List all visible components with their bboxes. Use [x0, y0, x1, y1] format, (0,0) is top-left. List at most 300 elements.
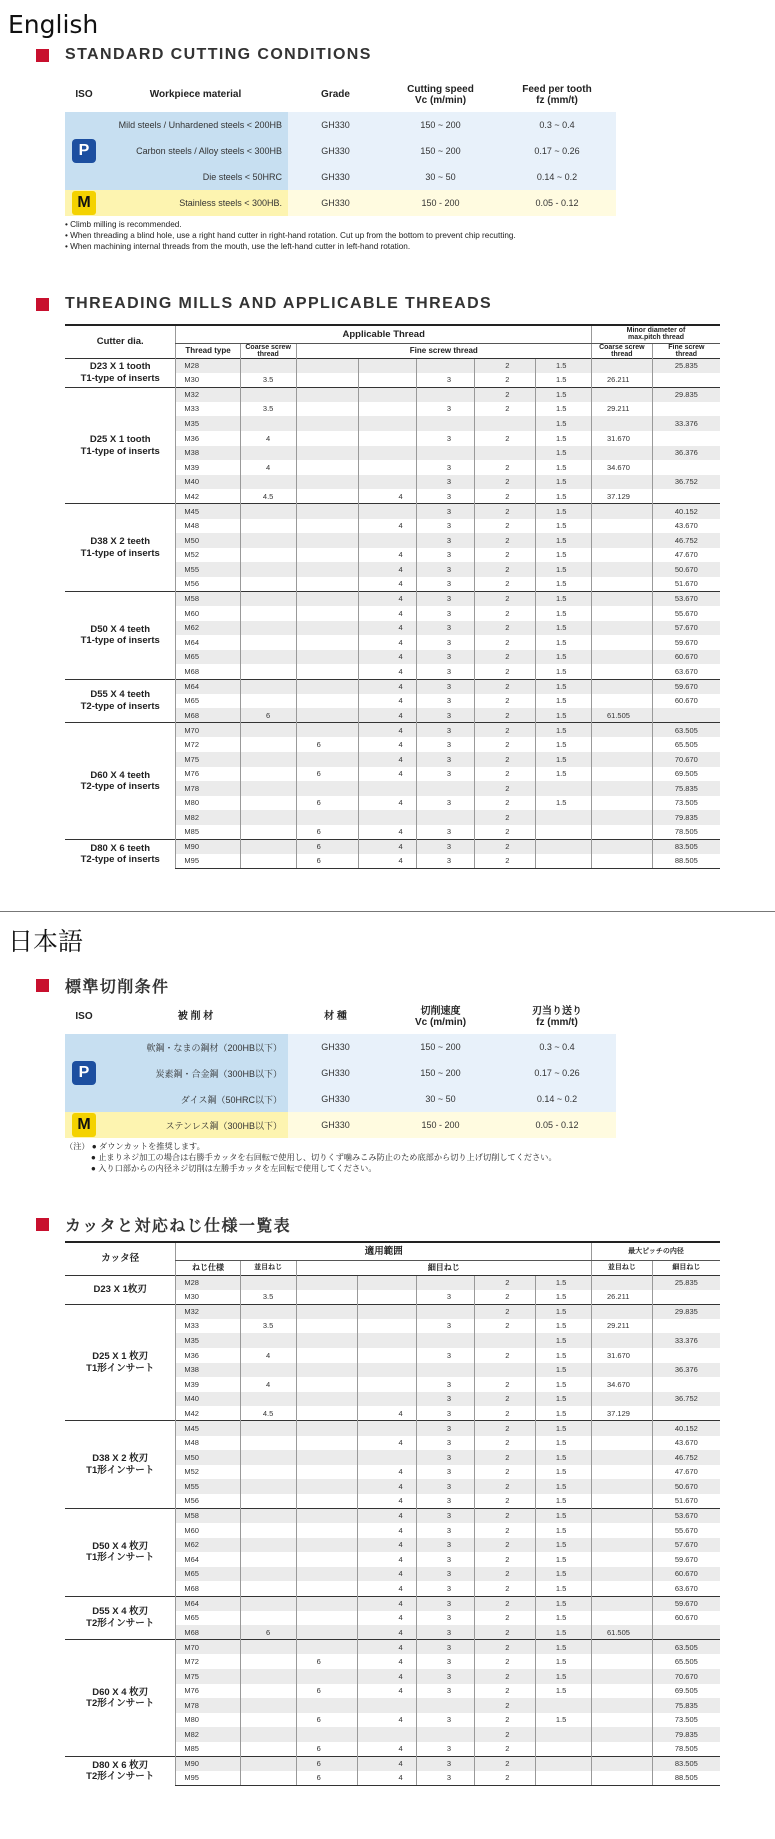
cell-f2: 2 — [475, 781, 536, 796]
cell-f2: 2 — [475, 387, 536, 402]
cc-material: Die steels < 50HRC — [103, 164, 288, 190]
cell-f3: 3 — [416, 1479, 474, 1494]
cell-coarse — [240, 1727, 296, 1742]
cell-f4: 4 — [358, 519, 416, 534]
cell-f3: 3 — [416, 737, 474, 752]
cell-mf: 79.835 — [652, 810, 720, 825]
cell-f15 — [535, 1727, 591, 1742]
japanese-language-label: 日本語 — [8, 927, 84, 956]
cell-f15: 1.5 — [535, 1333, 591, 1348]
cell-f2: 2 — [475, 431, 536, 446]
cell-f2: 2 — [475, 1494, 536, 1509]
cell-thread: M65 — [176, 1611, 240, 1626]
cell-f3: 3 — [416, 752, 474, 767]
cell-f3 — [416, 781, 474, 796]
cell-f2: 2 — [475, 533, 536, 548]
thread-row — [65, 723, 720, 738]
cell-f15: 1.5 — [535, 1494, 591, 1509]
section-bullet-icon — [36, 298, 49, 311]
cell-mc: 29.211 — [591, 402, 652, 417]
cell-f6 — [296, 475, 358, 490]
note-line: • When machining internal threads from the mouth, use the left-hand cutter in left-hand rotation. — [65, 242, 411, 251]
cell-mf — [652, 1348, 720, 1363]
cutter-cell — [65, 723, 176, 840]
cell-f3 — [416, 810, 474, 825]
cell-mc: 31.670 — [591, 431, 652, 446]
cell-f15: 1.5 — [535, 1611, 591, 1626]
tt-header-fine: 細目ねじ — [296, 1260, 591, 1275]
tt-header-row-1 — [65, 1242, 720, 1260]
cc-header-feed-l2: fz (mm/t) — [536, 1017, 578, 1028]
cc-header-iso — [65, 1000, 103, 1034]
cutter-cell — [65, 1509, 176, 1597]
thread-row — [65, 840, 720, 855]
cell-mf: 29.835 — [652, 1304, 720, 1319]
cc-row — [65, 1034, 616, 1060]
cell-mc — [592, 1333, 653, 1348]
cell-f6 — [296, 387, 358, 402]
cell-coarse — [240, 1450, 296, 1465]
cell-f2: 2 — [475, 504, 536, 519]
cell-mc: 37.129 — [592, 1406, 653, 1421]
cell-mc — [592, 1596, 653, 1611]
cell-f3: 3 — [416, 373, 474, 388]
cell-coarse — [240, 1713, 296, 1728]
cell-thread: M65 — [176, 650, 240, 665]
section-bullet-icon — [36, 49, 49, 62]
cell-f3: 3 — [416, 1392, 474, 1407]
cell-f15: 1.5 — [535, 402, 591, 417]
thread-table-en — [65, 324, 720, 869]
cc-material: ダイス鋼（50HRC以下） — [103, 1086, 288, 1112]
cc-material: 軟鋼・なまの鋼材（200HB以下） — [103, 1034, 288, 1060]
cell-mf: 59.670 — [652, 1552, 720, 1567]
tt-header-minor — [592, 1242, 721, 1260]
cell-f2: 2 — [475, 562, 536, 577]
cell-f3: 3 — [416, 767, 474, 782]
cell-f15: 1.5 — [535, 519, 591, 534]
cell-f15: 1.5 — [535, 1304, 591, 1319]
cc-grade: GH330 — [288, 138, 383, 164]
cell-coarse — [240, 1275, 296, 1290]
cell-mf: 75.835 — [652, 1698, 720, 1713]
cc-grade: GH330 — [288, 1060, 383, 1086]
cell-coarse — [240, 635, 296, 650]
tt-header — [65, 325, 720, 358]
cell-mc — [592, 1465, 653, 1480]
cc-material: Stainless steels < 300HB. — [103, 190, 288, 216]
cell-f3: 3 — [416, 664, 474, 679]
cell-f3: 3 — [416, 562, 474, 577]
cell-mc — [591, 635, 652, 650]
cc-row — [65, 138, 616, 164]
cell-f2: 2 — [475, 519, 536, 534]
cell-coarse — [240, 1479, 296, 1494]
cell-mc — [592, 1552, 653, 1567]
cell-mf: 36.752 — [652, 1392, 720, 1407]
cell-mc — [591, 621, 652, 636]
cell-f2: 2 — [475, 592, 536, 607]
cell-f4 — [358, 402, 416, 417]
cell-thread: M80 — [176, 796, 240, 811]
cell-f15: 1.5 — [535, 679, 591, 694]
cell-f15: 1.5 — [535, 562, 591, 577]
cc-header-material-text: Workpiece material — [149, 89, 242, 101]
thread-row — [65, 1275, 720, 1290]
cutter-cell — [65, 840, 176, 869]
cell-mc: 61.505 — [591, 708, 652, 723]
note-line: • When threading a blind hole, use a right hand cutter in right-hand rotation. Cut up from the bottom to prevent chip recutting. — [65, 231, 516, 240]
cell-f15: 1.5 — [535, 1713, 591, 1728]
cell-mc — [592, 1640, 653, 1655]
cc-row — [65, 164, 616, 190]
cell-thread: M30 — [176, 1290, 240, 1305]
tt-header-minor-fine-l1: 細目ねじ — [672, 1264, 701, 1271]
cell-f6 — [296, 1698, 358, 1713]
section-standard-cutting-conditions-ja — [36, 974, 169, 997]
cell-f3: 3 — [416, 694, 474, 709]
cell-f3: 3 — [416, 708, 474, 723]
cell-coarse — [240, 1494, 296, 1509]
cell-coarse — [240, 796, 296, 811]
cell-mc — [592, 1581, 653, 1596]
cell-f6 — [296, 504, 358, 519]
cc-feed: 0.05 - 0.12 — [498, 1112, 616, 1138]
cell-f4 — [358, 446, 416, 461]
cc-header-speed-l1: 切削速度 — [420, 1005, 461, 1017]
cell-f15: 1.5 — [535, 606, 591, 621]
cell-f15: 1.5 — [535, 1640, 591, 1655]
cell-mf — [652, 1319, 720, 1334]
cell-f6: 6 — [296, 825, 358, 840]
cell-f6 — [296, 1669, 358, 1684]
tt-header-coarse-l1: 並目ねじ — [254, 1264, 283, 1271]
cell-coarse — [240, 1465, 296, 1480]
cell-mc — [592, 1523, 653, 1538]
cell-mf: 70.670 — [652, 1669, 720, 1684]
cell-f6 — [296, 606, 358, 621]
cell-coarse — [240, 592, 296, 607]
cell-f15: 1.5 — [535, 416, 591, 431]
tt-header-minor-fine-l1: Fine screw — [668, 343, 705, 351]
cell-mc — [592, 1363, 653, 1378]
cell-thread: M36 — [176, 431, 240, 446]
cell-f15: 1.5 — [535, 592, 591, 607]
cell-coarse — [240, 694, 296, 709]
cutter-line-1: D80 X 6 枚刃 — [92, 1759, 149, 1771]
cell-thread: M64 — [176, 635, 240, 650]
cell-f3: 3 — [416, 475, 474, 490]
cell-f2: 2 — [475, 1348, 536, 1363]
cell-thread: M85 — [176, 1742, 240, 1757]
cutting-conditions-table-en — [65, 78, 616, 216]
cell-f3: 3 — [416, 460, 474, 475]
cell-mc — [592, 1684, 653, 1699]
cell-mc: 29.211 — [592, 1319, 653, 1334]
tt-header-minor-fine — [652, 343, 720, 358]
cell-f3: 3 — [416, 796, 474, 811]
cell-thread: M56 — [176, 577, 240, 592]
cell-mf: 78.505 — [652, 825, 720, 840]
iso-p-badge: P — [72, 139, 96, 163]
cc-header-feed-l2: fz (mm/t) — [536, 95, 578, 106]
cell-f4: 4 — [358, 650, 416, 665]
cutter-line-2: T1-type of inserts — [80, 372, 160, 384]
cell-f4: 4 — [358, 737, 416, 752]
cell-coarse — [240, 1669, 296, 1684]
cell-mc — [592, 1538, 653, 1553]
cutter-cell — [65, 1421, 176, 1509]
cell-f15: 1.5 — [535, 1684, 591, 1699]
cell-f6: 6 — [296, 1742, 358, 1757]
cell-f4: 4 — [358, 752, 416, 767]
cell-thread: M30 — [176, 373, 240, 388]
cell-f15: 1.5 — [535, 1581, 591, 1596]
cell-f4: 4 — [358, 562, 416, 577]
cell-f3 — [416, 387, 474, 402]
cell-f2: 2 — [475, 1669, 536, 1684]
cell-thread: M90 — [176, 840, 240, 855]
cell-f15: 1.5 — [535, 1363, 591, 1378]
cell-f6 — [296, 1509, 358, 1524]
cc-speed: 150 ~ 200 — [383, 1060, 498, 1086]
cell-f4: 4 — [358, 1771, 416, 1786]
cell-f4 — [358, 358, 416, 373]
cell-f6: 6 — [296, 854, 358, 869]
cell-coarse — [240, 1552, 296, 1567]
section-bullet-icon — [36, 979, 49, 992]
cell-f15 — [535, 1742, 591, 1757]
cutter-line-2: T2形インサート — [86, 1698, 155, 1710]
thread-row — [65, 679, 720, 694]
cell-mf: 73.505 — [652, 796, 720, 811]
cell-f6 — [296, 1363, 358, 1378]
cell-thread: M45 — [176, 1421, 240, 1436]
cell-f4: 4 — [358, 767, 416, 782]
cell-mc: 26.211 — [592, 1290, 653, 1305]
section-title: THREADING MILLS AND APPLICABLE THREADS — [65, 295, 493, 312]
cutting-conditions-table-ja — [65, 1000, 616, 1138]
cell-thread: M64 — [176, 1552, 240, 1567]
cell-mc — [591, 446, 652, 461]
cell-thread: M28 — [176, 358, 240, 373]
cell-f2: 2 — [475, 650, 536, 665]
cc-header-feed — [498, 78, 616, 112]
cell-thread: M68 — [176, 1625, 240, 1640]
tt-header-thread-type: Thread type — [176, 343, 240, 358]
cutter-line-1: D38 X 2 teeth — [90, 536, 151, 548]
cell-f15: 1.5 — [535, 1509, 591, 1524]
cutter-cell — [65, 387, 176, 504]
cell-f4: 4 — [358, 1640, 416, 1655]
tt-header-applicable: Applicable Thread — [176, 325, 592, 343]
cc-header — [65, 1000, 616, 1034]
tt-header-minor-coarse-l1: Coarse screw — [599, 343, 645, 351]
cell-f4: 4 — [358, 606, 416, 621]
cc-header-speed — [383, 1000, 498, 1034]
cutter-line-1: D25 X 1 枚刃 — [92, 1351, 149, 1363]
cell-f15: 1.5 — [535, 1348, 591, 1363]
cutter-line-2: T1形インサート — [86, 1552, 155, 1564]
cell-mf: 25.835 — [652, 1275, 720, 1290]
cell-f6 — [296, 694, 358, 709]
cell-f6 — [296, 592, 358, 607]
cell-f3 — [416, 1304, 474, 1319]
cell-mf: 63.670 — [652, 664, 720, 679]
cell-f6 — [296, 810, 358, 825]
cell-coarse — [240, 1421, 296, 1436]
cell-f15: 1.5 — [535, 431, 591, 446]
cell-f3 — [416, 1363, 474, 1378]
cell-f4: 4 — [358, 621, 416, 636]
cell-coarse — [240, 606, 296, 621]
cutter-line-1: D55 X 4 枚刃 — [92, 1606, 149, 1618]
cell-mc — [592, 1392, 653, 1407]
cc-grade: GH330 — [288, 1086, 383, 1112]
tt-header-minor-l2: max.pitch thread — [627, 334, 684, 342]
cell-thread: M75 — [176, 1669, 240, 1684]
cell-f2: 2 — [475, 1538, 536, 1553]
cell-thread: M60 — [176, 606, 240, 621]
cell-mc: 26.211 — [591, 373, 652, 388]
cell-thread: M82 — [176, 1727, 240, 1742]
cell-f6 — [296, 460, 358, 475]
cell-f15: 1.5 — [535, 635, 591, 650]
cell-mc — [591, 416, 652, 431]
cell-coarse — [240, 840, 296, 855]
cell-mf — [652, 431, 720, 446]
cell-f6 — [296, 1479, 358, 1494]
cell-coarse — [240, 621, 296, 636]
cell-f6: 6 — [296, 1654, 358, 1669]
cell-mf: 40.152 — [652, 1421, 720, 1436]
cell-f15: 1.5 — [535, 1290, 591, 1305]
cell-f6 — [296, 1377, 358, 1392]
cell-mf: 60.670 — [652, 650, 720, 665]
cell-f6 — [296, 1611, 358, 1626]
cell-f15 — [535, 1771, 591, 1786]
cell-mf: 46.752 — [652, 533, 720, 548]
cell-mc — [592, 1771, 653, 1786]
thread-row — [65, 592, 720, 607]
iso-m-badge: M — [72, 1113, 96, 1137]
section-title: カッタと対応ねじ仕様一覧表 — [65, 1218, 292, 1235]
cell-mf: 29.835 — [652, 387, 720, 402]
cell-f3: 3 — [416, 1684, 474, 1699]
cell-f3: 3 — [416, 1611, 474, 1626]
cell-f15: 1.5 — [535, 460, 591, 475]
cell-mf: 36.376 — [652, 1363, 720, 1378]
cell-mf: 65.505 — [652, 1654, 720, 1669]
cutter-cell — [65, 358, 176, 387]
cell-coarse — [240, 1742, 296, 1757]
cell-f3 — [416, 1698, 474, 1713]
cell-f6 — [296, 1450, 358, 1465]
cell-mc — [591, 840, 652, 855]
cell-f2: 2 — [475, 577, 536, 592]
cell-mc — [591, 650, 652, 665]
cell-f2: 2 — [475, 694, 536, 709]
cell-mf: 46.752 — [652, 1450, 720, 1465]
cell-f2: 2 — [475, 810, 536, 825]
cell-f6 — [296, 1567, 358, 1582]
cell-f2: 2 — [475, 854, 536, 869]
cell-f4 — [358, 475, 416, 490]
cell-coarse: 4 — [240, 1377, 296, 1392]
cell-thread: M28 — [176, 1275, 240, 1290]
cutter-cell — [65, 1757, 176, 1786]
cutter-cell — [65, 679, 176, 723]
cc-header-speed-l2: Vc (m/min) — [414, 95, 467, 106]
cutter-line-2: T2-type of inserts — [80, 854, 160, 866]
cell-mf — [652, 1406, 720, 1421]
cell-f4: 4 — [358, 592, 416, 607]
cutter-line-2: T1形インサート — [86, 1362, 155, 1374]
cc-header-iso-text: ISO — [75, 89, 93, 101]
cell-f15: 1.5 — [535, 1625, 591, 1640]
cell-thread: M38 — [176, 446, 240, 461]
cell-thread: M38 — [176, 1363, 240, 1378]
cell-f6 — [296, 489, 358, 504]
cell-f6 — [296, 708, 358, 723]
cutter-line-1: D60 X 4 枚刃 — [92, 1686, 149, 1698]
cell-f4 — [358, 373, 416, 388]
cutter-cell — [65, 1640, 176, 1757]
cell-thread: M55 — [176, 1479, 240, 1494]
cell-f3: 3 — [416, 1552, 474, 1567]
cell-f3: 3 — [416, 1523, 474, 1538]
cell-coarse: 4.5 — [240, 489, 296, 504]
cell-mc — [591, 694, 652, 709]
cell-mc — [591, 796, 652, 811]
cell-f2: 2 — [475, 1465, 536, 1480]
cell-thread: M78 — [176, 1698, 240, 1713]
cc-header-speed-l2: Vc (m/min) — [414, 1017, 467, 1028]
cell-thread: M75 — [176, 752, 240, 767]
cutter-line-1: D50 X 4 枚刃 — [92, 1540, 149, 1552]
cutter-cell — [65, 1596, 176, 1640]
cell-f4: 4 — [358, 840, 416, 855]
cell-f2: 2 — [475, 460, 536, 475]
tt-header-minor-l1: 最大ピッチの内径 — [628, 1247, 684, 1255]
cell-f15: 1.5 — [535, 737, 591, 752]
cell-f2: 2 — [475, 1319, 536, 1334]
section-threading-mills — [36, 295, 492, 313]
cell-f6 — [296, 373, 358, 388]
cell-coarse — [240, 1333, 296, 1348]
cell-mc: 31.670 — [592, 1348, 653, 1363]
cell-mc — [591, 737, 652, 752]
note-line: ● 止まりネジ加工の場合は右勝手カッタを右回転で使用し、切りくず噛みこみ防止のため底部から切り上げ切削してください。 — [91, 1153, 557, 1162]
cell-f3: 3 — [416, 635, 474, 650]
cell-coarse: 3.5 — [240, 402, 296, 417]
cutter-line-1: D80 X 6 teeth — [90, 842, 151, 854]
cell-f6: 6 — [296, 840, 358, 855]
cell-coarse — [240, 446, 296, 461]
cell-f2: 2 — [475, 1581, 536, 1596]
cell-f3: 3 — [416, 1421, 474, 1436]
note-line: ● 入り口部からの内径ネジ切削は左勝手カッタを左回転で使用してください。 — [91, 1164, 377, 1173]
cell-mf: 63.505 — [652, 723, 720, 738]
cell-f2: 2 — [475, 402, 536, 417]
cell-thread: M45 — [176, 504, 240, 519]
cell-f4 — [358, 1698, 416, 1713]
cell-f2: 2 — [475, 635, 536, 650]
note-line: • Climb milling is recommended. — [65, 220, 182, 229]
cc-speed: 150 ~ 200 — [383, 112, 498, 138]
cell-thread: M52 — [176, 1465, 240, 1480]
cell-mf: 63.505 — [652, 1640, 720, 1655]
